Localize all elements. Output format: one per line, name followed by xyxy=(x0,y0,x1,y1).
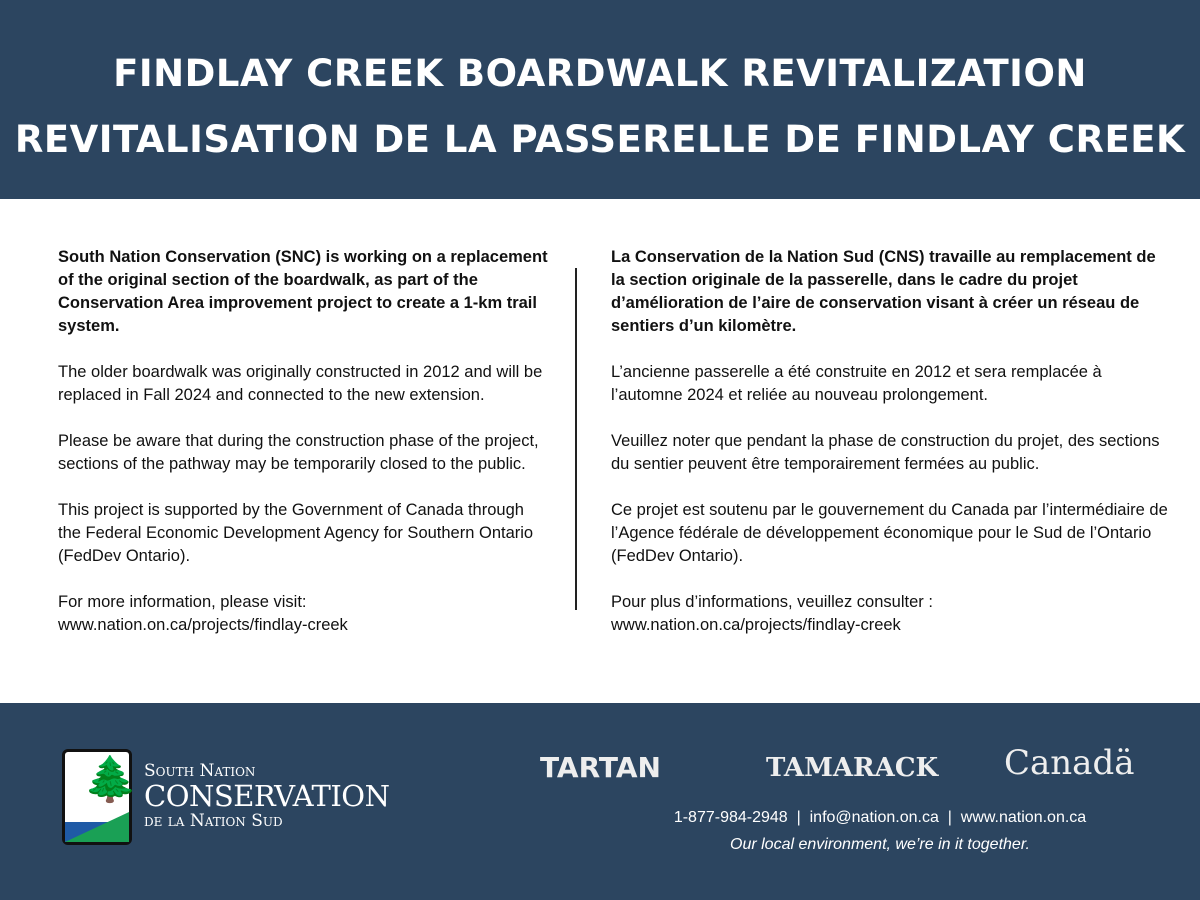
title-french: REVITALISATION DE LA PASSERELLE DE FINDLAY CREEK xyxy=(14,118,1186,161)
french-paragraph: L’ancienne passerelle a été construite en 2012 et sera remplacée à l’automne 2024 et reliée au nouveau prolongement. xyxy=(611,363,1102,404)
tamarack-logo: TAMARACK xyxy=(766,753,939,783)
french-paragraph: Ce projet est soutenu par le gouvernement du Canada par l’intermédiaire de l’Agence fédérale de développement économique pour le Sud de l’Ontario (FedDev Ontario). xyxy=(611,501,1168,565)
english-paragraph: This project is supported by the Government of Canada through the Federal Economic Development Agency for Southern Ontario (FedDev Ontario). xyxy=(58,501,534,565)
french-more-info: Pour plus d’informations, veuillez consulter : xyxy=(611,593,933,611)
logo-line-2: CONSERVATION xyxy=(144,779,390,813)
column-divider xyxy=(575,268,577,610)
logo-line-3: de la Nation Sud xyxy=(144,811,283,831)
canada-wordmark: Canadä xyxy=(1004,743,1135,783)
logo-line-1: South Nation xyxy=(144,761,256,781)
tree-icon: 🌲 xyxy=(83,755,138,804)
water-land-icon xyxy=(65,812,129,842)
tartan-logo: TARTAN xyxy=(540,751,661,784)
snc-logo-icon xyxy=(62,749,138,845)
contact-info: 1-877-984-2948 | info@nation.on.ca | www.nation.on.ca xyxy=(673,809,1087,826)
english-url-link[interactable]: www.nation.on.ca/projects/findlay-creek xyxy=(58,616,348,634)
header-banner xyxy=(0,0,1200,199)
french-column xyxy=(611,246,1171,637)
english-more-info: For more information, please visit: xyxy=(58,593,307,611)
english-column xyxy=(58,246,548,637)
title-english: FINDLAY CREEK BOARDWALK REVITALIZATION xyxy=(113,52,1087,95)
english-intro: South Nation Conservation (SNC) is working on a replacement of the original section of the boardwalk, as part of the Conservation Area improvement project to create a 1-km trail system. xyxy=(58,248,548,335)
french-paragraph: Veuillez noter que pendant la phase de construction du projet, des sections du sentier peuvent être temporairement fermées au public. xyxy=(611,432,1160,473)
english-paragraph: The older boardwalk was originally constructed in 2012 and will be replaced in Fall 2024 and connected to the new extension. xyxy=(58,363,543,404)
french-intro: La Conservation de la Nation Sud (CNS) travaille au remplacement de la section originale de la passerelle, dans le cadre du projet d’amélioration de l’aire de conservation visant à créer un réseau de sentiers d’un kilomètre. xyxy=(611,248,1156,335)
english-paragraph: Please be aware that during the construction phase of the project, sections of the pathway may be temporarily closed to the public. xyxy=(58,432,539,473)
snc-wordmark xyxy=(144,761,389,831)
footer xyxy=(0,703,1200,900)
tagline: Our local environment, we’re in it together. xyxy=(730,836,1030,853)
french-url-link[interactable]: www.nation.on.ca/projects/findlay-creek xyxy=(611,616,901,634)
